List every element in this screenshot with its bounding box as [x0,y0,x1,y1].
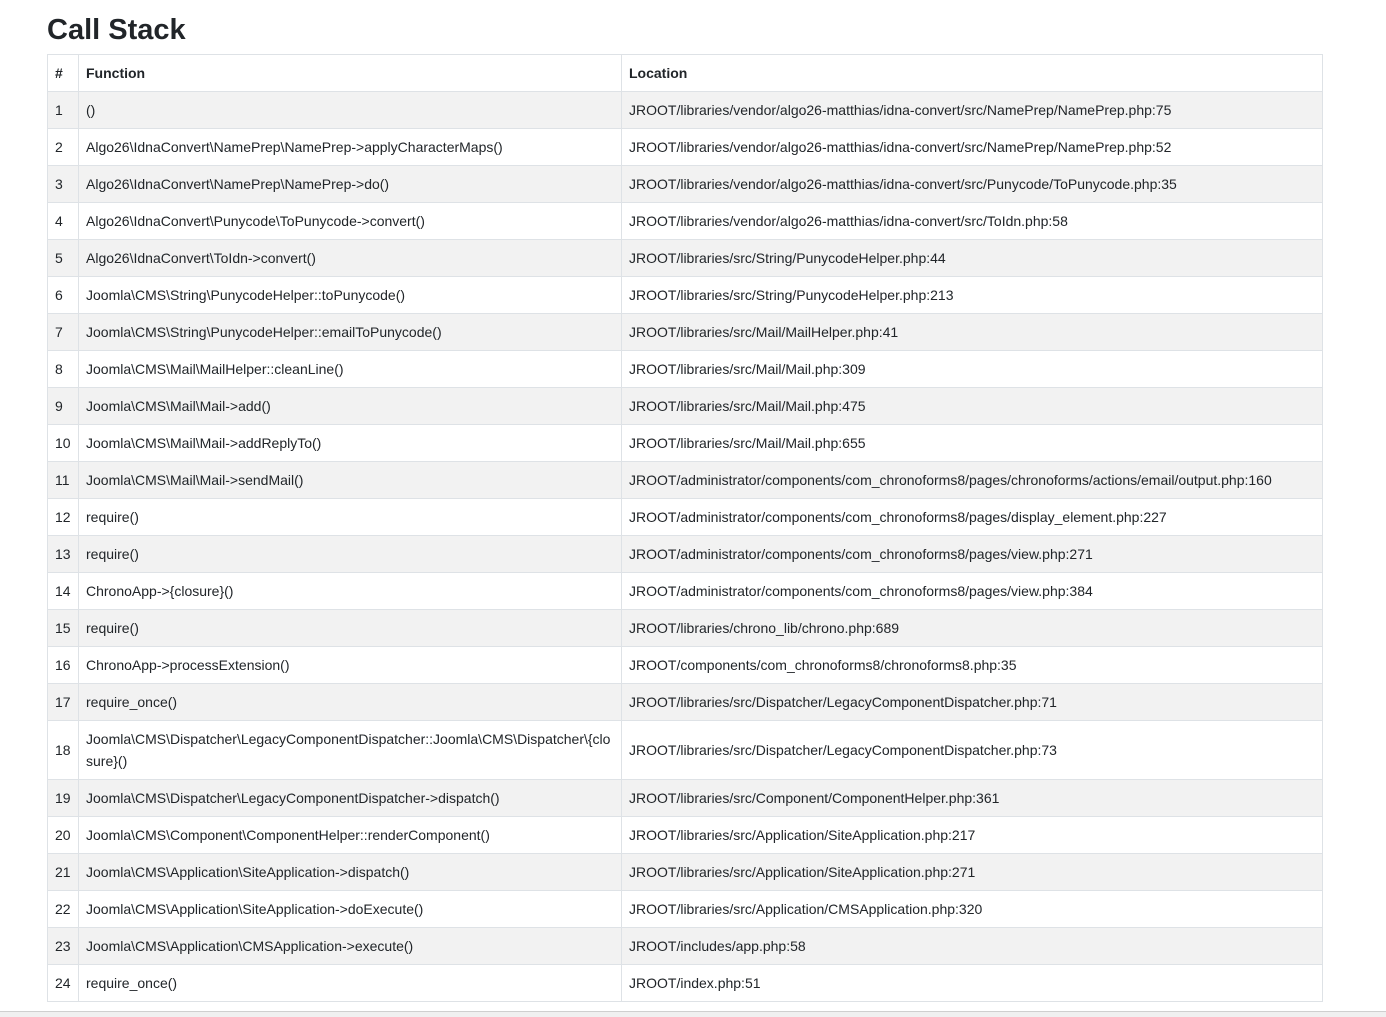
row-number: 11 [48,462,79,499]
table-row [48,573,1323,610]
call-stack-table [47,54,1323,1002]
row-function: Joomla\CMS\Mail\MailHelper::cleanLine() [79,351,622,388]
row-location: JROOT/libraries/src/Mail/MailHelper.php:41 [622,314,1323,351]
table-row [48,536,1323,573]
call-stack-section [47,0,1322,1002]
table-row [48,314,1323,351]
row-function: Joomla\CMS\Dispatcher\LegacyComponentDispatcher->dispatch() [79,780,622,817]
row-location: JROOT/libraries/vendor/algo26-matthias/idna-convert/src/Punycode/ToPunycode.php:35 [622,166,1323,203]
horizontal-scrollbar[interactable] [0,1011,1386,1017]
row-function: Joomla\CMS\String\PunycodeHelper::toPunycode() [79,277,622,314]
table-row [48,129,1323,166]
row-location: JROOT/libraries/src/Mail/Mail.php:309 [622,351,1323,388]
row-number: 1 [48,92,79,129]
row-location: JROOT/administrator/components/com_chronoforms8/pages/view.php:384 [622,573,1323,610]
table-row [48,499,1323,536]
table-row [48,92,1323,129]
row-number: 22 [48,891,79,928]
row-location: JROOT/administrator/components/com_chronoforms8/pages/display_element.php:227 [622,499,1323,536]
table-row [48,684,1323,721]
column-header-number: # [48,55,79,92]
row-function: Algo26\IdnaConvert\Punycode\ToPunycode->convert() [79,203,622,240]
row-function: Joomla\CMS\Application\SiteApplication->dispatch() [79,854,622,891]
row-location: JROOT/includes/app.php:58 [622,928,1323,965]
row-number: 12 [48,499,79,536]
row-number: 10 [48,425,79,462]
row-location: JROOT/libraries/src/Mail/Mail.php:475 [622,388,1323,425]
row-location: JROOT/libraries/src/Component/ComponentHelper.php:361 [622,780,1323,817]
row-number: 14 [48,573,79,610]
table-row [48,721,1323,780]
row-location: JROOT/libraries/vendor/algo26-matthias/idna-convert/src/ToIdn.php:58 [622,203,1323,240]
row-function: Algo26\IdnaConvert\NamePrep\NamePrep->do() [79,166,622,203]
row-location: JROOT/libraries/src/Application/CMSApplication.php:320 [622,891,1323,928]
page-title: Call Stack [47,14,186,46]
row-number: 15 [48,610,79,647]
table-row [48,647,1323,684]
table-row [48,240,1323,277]
table-row [48,854,1323,891]
row-location: JROOT/libraries/vendor/algo26-matthias/idna-convert/src/NamePrep/NamePrep.php:52 [622,129,1323,166]
row-location: JROOT/libraries/vendor/algo26-matthias/idna-convert/src/NamePrep/NamePrep.php:75 [622,92,1323,129]
row-number: 6 [48,277,79,314]
row-number: 23 [48,928,79,965]
row-number: 9 [48,388,79,425]
table-row [48,817,1323,854]
table-row [48,388,1323,425]
row-number: 2 [48,129,79,166]
row-number: 3 [48,166,79,203]
row-function: Joomla\CMS\Dispatcher\LegacyComponentDispatcher::Joomla\CMS\Dispatcher\{closure}() [79,721,622,780]
row-number: 21 [48,854,79,891]
row-number: 7 [48,314,79,351]
row-function: Joomla\CMS\Mail\Mail->sendMail() [79,462,622,499]
row-function: Joomla\CMS\Application\CMSApplication->execute() [79,928,622,965]
row-function: Joomla\CMS\Mail\Mail->addReplyTo() [79,425,622,462]
row-location: JROOT/libraries/chrono_lib/chrono.php:689 [622,610,1323,647]
row-location: JROOT/libraries/src/Application/SiteApplication.php:217 [622,817,1323,854]
table-row [48,610,1323,647]
table-row [48,928,1323,965]
table-row [48,425,1323,462]
row-function: Joomla\CMS\String\PunycodeHelper::emailToPunycode() [79,314,622,351]
row-location: JROOT/libraries/src/String/PunycodeHelper.php:213 [622,277,1323,314]
row-number: 4 [48,203,79,240]
table-row [48,277,1323,314]
table-header-row [48,55,1323,92]
row-function: () [79,92,622,129]
table-row [48,351,1323,388]
table-row [48,462,1323,499]
row-number: 13 [48,536,79,573]
row-location: JROOT/libraries/src/Mail/Mail.php:655 [622,425,1323,462]
row-function: ChronoApp->processExtension() [79,647,622,684]
row-location: JROOT/index.php:51 [622,965,1323,1002]
row-number: 5 [48,240,79,277]
row-function: Algo26\IdnaConvert\NamePrep\NamePrep->applyCharacterMaps() [79,129,622,166]
row-function: require_once() [79,965,622,1002]
row-location: JROOT/administrator/components/com_chronoforms8/pages/chronoforms/actions/email/output.php:160 [622,462,1323,499]
column-header-location: Location [622,55,1323,92]
table-row [48,203,1323,240]
table-row [48,780,1323,817]
row-location: JROOT/libraries/src/Dispatcher/LegacyComponentDispatcher.php:73 [622,721,1323,780]
row-function: Joomla\CMS\Mail\Mail->add() [79,388,622,425]
row-number: 18 [48,721,79,780]
row-function: require() [79,536,622,573]
row-location: JROOT/components/com_chronoforms8/chronoforms8.php:35 [622,647,1323,684]
row-location: JROOT/libraries/src/Application/SiteApplication.php:271 [622,854,1323,891]
row-function: Joomla\CMS\Component\ComponentHelper::renderComponent() [79,817,622,854]
row-number: 16 [48,647,79,684]
row-location: JROOT/administrator/components/com_chronoforms8/pages/view.php:271 [622,536,1323,573]
row-number: 20 [48,817,79,854]
column-header-function: Function [79,55,622,92]
row-number: 17 [48,684,79,721]
row-function: require() [79,610,622,647]
row-function: ChronoApp->{closure}() [79,573,622,610]
row-number: 19 [48,780,79,817]
row-location: JROOT/libraries/src/String/PunycodeHelper.php:44 [622,240,1323,277]
row-location: JROOT/libraries/src/Dispatcher/LegacyComponentDispatcher.php:71 [622,684,1323,721]
row-function: require_once() [79,684,622,721]
row-function: Joomla\CMS\Application\SiteApplication->doExecute() [79,891,622,928]
table-body [48,92,1323,1002]
row-function: Algo26\IdnaConvert\ToIdn->convert() [79,240,622,277]
row-number: 8 [48,351,79,388]
row-function: require() [79,499,622,536]
table-row [48,891,1323,928]
table-row [48,166,1323,203]
table-row [48,965,1323,1002]
row-number: 24 [48,965,79,1002]
